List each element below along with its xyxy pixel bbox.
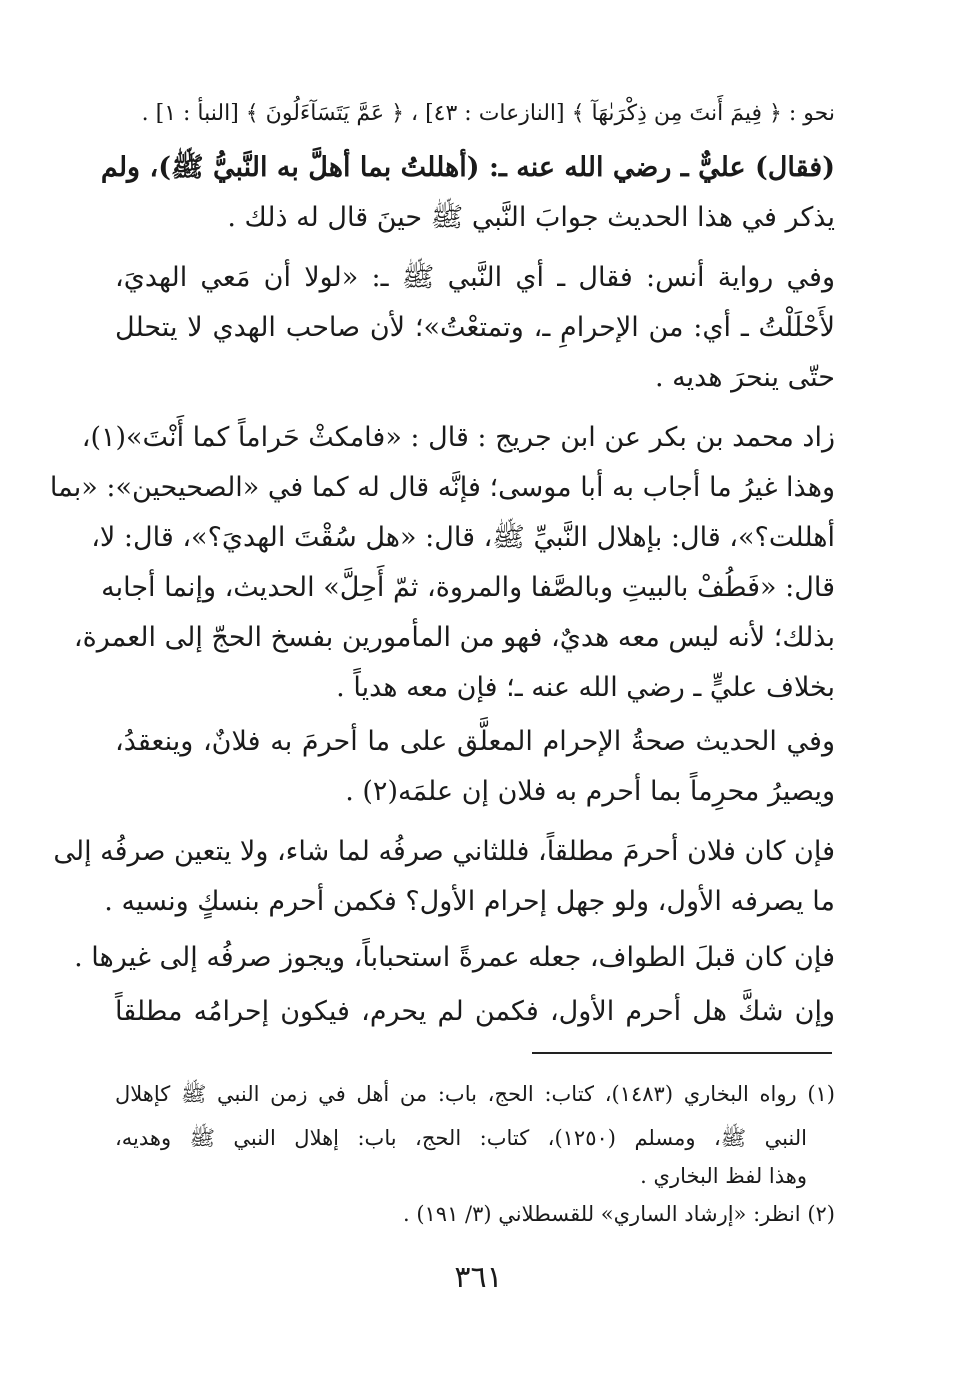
body-line-13: وفي الحديث صحةُ الإحرام المعلَّق على ما أحرمَ به فلانٌ، وينعقدُ، xyxy=(115,726,835,757)
page-number: ٣٦١ xyxy=(454,1260,503,1295)
body-line-9: أهللت؟»، قال: بإهلال النَّبيِّ ﷺ، قال: «هل سُقْتَ الهديَ؟»، قال: لا، xyxy=(91,522,835,553)
body-line-6: حتّى ينحرَ هديه . xyxy=(654,362,835,393)
body-line-5: لأَحْلَلْتُ ـ أي: من الإحرامِ ـ، وتمتعْتُ»؛ لأن صاحب الهدي لا يتحلل xyxy=(115,312,835,343)
body-line-16: ما يصرفه الأول، ولو جهل إحرام الأول؟ فكمن أحرم بنسكٍ ونسيه . xyxy=(104,886,835,917)
footnote-1-line-3: وهذا لفظ البخاري . xyxy=(640,1164,807,1188)
body-line-7: زاد محمد بن بكر عن ابن جريج : قال : «فامكثْ حَراماً كما أَنْتَ»(١)، xyxy=(81,422,835,453)
body-line-1: نحو : ﴿ فِيمَ أَنتَ مِن ذِكْرَىٰهَآ ﴾ [النازعات : ٤٣] ، ﴿ عَمَّ يَتَسَآءَلُونَ ﴾ [النبأ : ١] . xyxy=(141,101,835,126)
body-line-12: بخلاف عليٍّ ـ رضي الله عنه ـ؛ فإن معه هدياً . xyxy=(336,672,835,703)
body-line-8: وهذا غيرُ ما أجاب به أبا موسى؛ فإنَّه قال له كما في «الصحيحين»: «بما xyxy=(49,472,835,503)
body-line-18: وإن شكَّ هل أحرم الأول، فكمن لم يحرم، فيكون إحرامُه مطلقاً xyxy=(115,996,835,1027)
body-line-14: ويصيرُ محرِماً بما أحرم به فلان إن علمَه(٢) . xyxy=(345,776,835,807)
footnote-1-line-2: النبي ﷺ، ومسلم (١٢٥٠)، كتاب: الحج، باب: إهلال النبي ﷺ وهديه، xyxy=(115,1126,807,1150)
footnote-separator xyxy=(532,1052,832,1054)
body-line-17: فإن كان قبلَ الطواف، جعله عمرةً استحباباً، ويجوز صرفُه إلى غيرها . xyxy=(74,942,835,973)
body-line-3: يذكر في هذا الحديث جوابَ النَّبي ﷺ حينَ قال له ذلك . xyxy=(227,202,835,233)
footnote-2: (٢) انظر: «إرشاد الساري» للقسطلاني (٣/ ١٩١) . xyxy=(402,1202,835,1226)
body-line-10: قال: «فَطُفْ بالبيتِ وبالصَّفا والمروة، ثمّ أَحِلَّ» الحديث، وإنما أجابه xyxy=(101,572,835,603)
footnote-1-line-1: (١) رواه البخاري (١٤٨٣)، كتاب: الحج، باب: من أهل في زمن النبي ﷺ كإهلال xyxy=(115,1082,835,1106)
body-line-2: (فقال) عليٌّ ـ رضي الله عنه ـ: (أهللتُ بما أهلَّ به النَّبيُّ ﷺ)، ولم xyxy=(100,152,835,183)
body-line-15: فإن كان فلان أحرمَ مطلقاً، فللثاني صرفُه لما شاء، ولا يتعين صرفُه إلى xyxy=(53,836,835,867)
body-line-11: بذلك؛ لأنه ليس معه هديٌ، فهو من المأمورين بفسخ الحجّ إلى العمرة، xyxy=(73,622,835,653)
body-line-4: وفي رواية أنس: فقال ـ أي النَّبي ﷺ ـ: «لولا أن مَعي الهديَ، xyxy=(115,262,835,293)
